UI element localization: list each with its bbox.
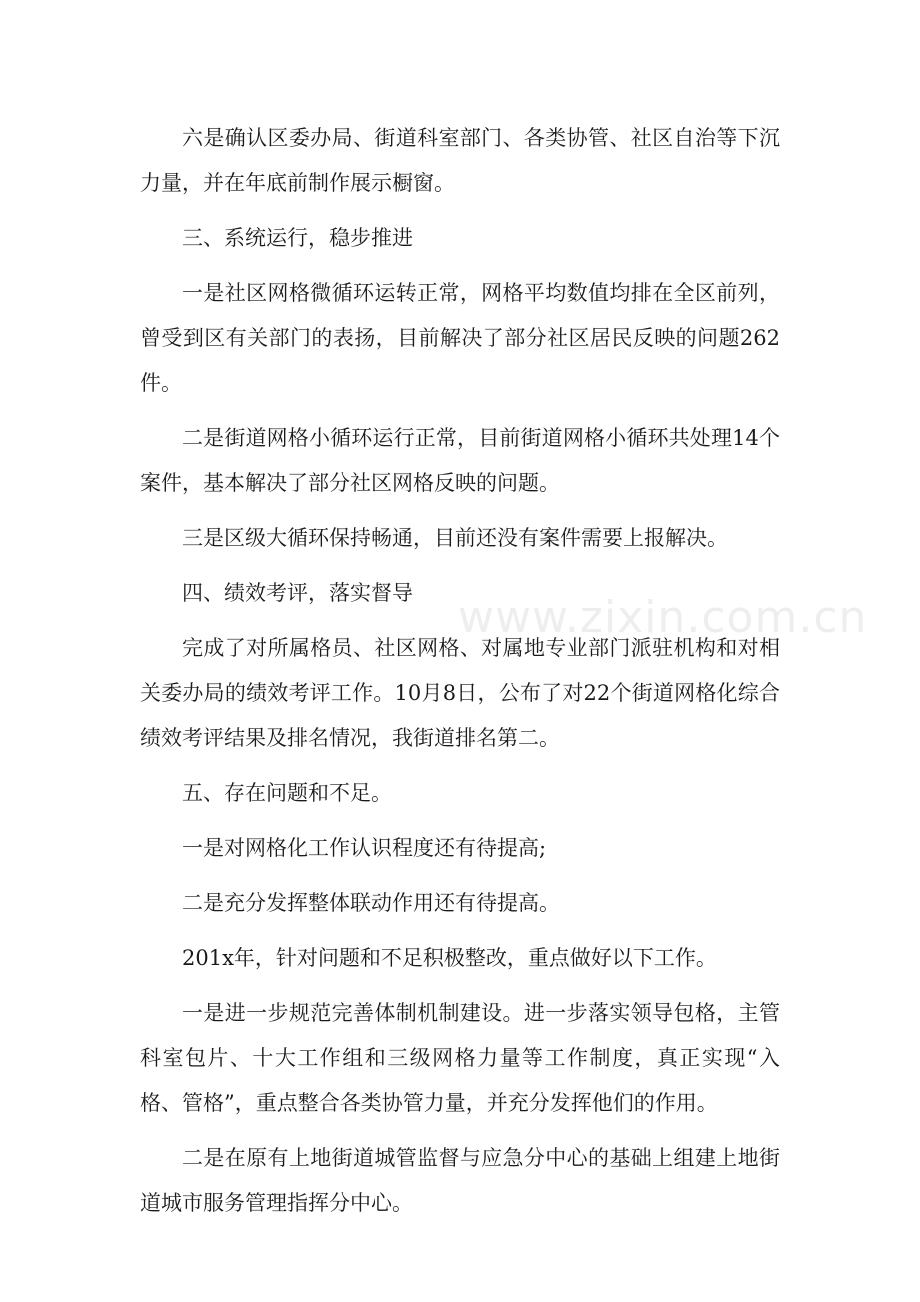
paragraph-4: 三是区级大循环保持畅通，目前还没有案件需要上报解决。 <box>182 526 728 550</box>
section-heading-3: 三、系统运行，稳步推进 <box>182 226 413 250</box>
paragraph-2: 一是社区网格微循环运转正常，网格平均数值均排在全区前列，曾受到区有关部门的表扬，目前解决了部分社区居民反映的问题262件。 <box>140 281 780 395</box>
paragraph-7: 二是充分发挥整体联动作用还有待提高。 <box>182 891 560 915</box>
paragraph-6: 一是对网格化工作认识程度还有待提高; <box>182 836 547 860</box>
paragraph-1: 六是确认区委办局、街道科室部门、各类协管、社区自治等下沉力量，并在年底前制作展示橱窗。 <box>140 126 780 195</box>
section-heading-5: 五、存在问题和不足。 <box>182 781 392 805</box>
paragraph-3: 二是街道网格小循环运行正常，目前街道网格小循环共处理14个案件，基本解决了部分社区网格反映的问题。 <box>140 426 780 495</box>
paragraph-5: 完成了对所属格员、社区网格、对属地专业部门派驻机构和对相关委办局的绩效考评工作。10月8日，公布了对22个街道网格化综合绩效考评结果及排名情况，我街道排名第二。 <box>140 636 780 750</box>
watermark: www.zixin.com.cn <box>458 592 868 643</box>
paragraph-10: 二是在原有上地街道城管监督与应急分中心的基础上组建上地街道城市服务管理指挥分中心。 <box>140 1146 780 1215</box>
paragraph-8: 201x年，针对问题和不足积极整改，重点做好以下工作。 <box>182 946 717 970</box>
document-body <box>140 116 780 1236</box>
paragraph-9: 一是进一步规范完善体制机制建设。进一步落实领导包格，主管科室包片、十大工作组和三级网格力量等工作制度，真正实现“入格、管格”，重点整合各类协管力量，并充分发挥他们的作用。 <box>140 1001 780 1115</box>
section-heading-4: 四、绩效考评，落实督导 <box>182 581 413 605</box>
